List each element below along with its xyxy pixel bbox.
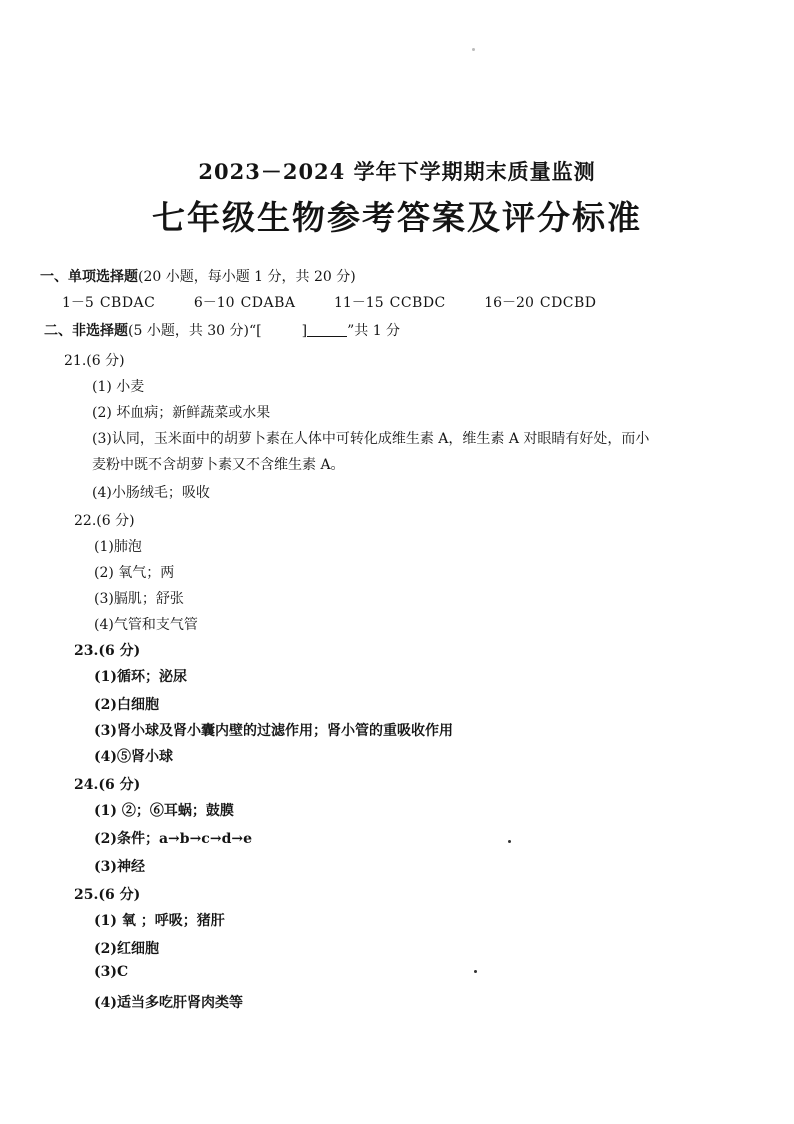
section2-note-a: (5 小题，共 30 分)“[ bbox=[128, 323, 262, 339]
answer-line: (3)肾小球及肾小囊内壁的过滤作用；肾小管的重吸收作用 bbox=[94, 723, 453, 739]
answer-line: (1)循环；泌尿 bbox=[94, 669, 187, 685]
section2-note-c: ”共 1 分 bbox=[347, 323, 401, 339]
answer-line: (2)条件；a→b→c→d→e bbox=[94, 831, 252, 847]
answer-line: (3)认同，玉米面中的胡萝卜素在人体中可转化成维生素 A，维生素 A 对眼睛有好处，而小 bbox=[92, 431, 650, 447]
scan-speck bbox=[474, 970, 477, 973]
answer-line: (4)适当多吃肝肾肉类等 bbox=[94, 995, 243, 1011]
question-21-head: 21.(6 分) bbox=[64, 353, 125, 369]
question-23-head: 23.(6 分) bbox=[74, 643, 141, 659]
answer-line: (4)⑤肾小球 bbox=[94, 749, 173, 765]
answer-line: (1) 小麦 bbox=[92, 379, 145, 395]
question-24-head: 24.(6 分) bbox=[74, 777, 141, 793]
answer-line: (3)C bbox=[94, 964, 129, 980]
answer-line: (2)白细胞 bbox=[94, 697, 159, 713]
answer-line: (2) 氧气；两 bbox=[94, 565, 175, 581]
underline-blank bbox=[307, 336, 347, 337]
answer-line: (4)小肠绒毛；吸收 bbox=[92, 485, 210, 501]
answer-range: 11－15 bbox=[333, 295, 384, 311]
answer-line: (1) ②；⑥耳蜗；鼓膜 bbox=[94, 803, 234, 819]
answer-line: (2) 坏血病；新鲜蔬菜或水果 bbox=[92, 405, 271, 421]
section1-title: 一、单项选择题 bbox=[40, 269, 138, 285]
section1-note: (20 小题，每小题 1 分，共 20 分) bbox=[138, 269, 356, 285]
question-25-head: 25.(6 分) bbox=[74, 887, 141, 903]
scan-speck bbox=[472, 48, 475, 51]
answer-line: (4)气管和支气管 bbox=[94, 617, 198, 633]
exam-title: 2023－2024 学年下学期期末质量监测 bbox=[198, 159, 596, 184]
answer-value: CDCBD bbox=[539, 295, 597, 311]
answer-line: (1)肺泡 bbox=[94, 539, 142, 555]
answer-line: (1) 氧 ；呼吸；猪肝 bbox=[94, 913, 225, 929]
answer-value: CCBDC bbox=[389, 295, 446, 311]
section1-heading bbox=[40, 266, 356, 286]
answer-line: (3)神经 bbox=[94, 859, 145, 875]
section1-answers bbox=[62, 292, 631, 312]
answer-value: CDABA bbox=[240, 295, 296, 311]
answer-line: (2)红细胞 bbox=[94, 941, 159, 957]
question-22-head: 22.(6 分) bbox=[74, 513, 135, 529]
answer-key-title: 七年级生物参考答案及评分标准 bbox=[152, 198, 642, 237]
answer-range: 16－20 bbox=[484, 295, 534, 311]
answer-range: 1－5 bbox=[62, 295, 94, 311]
answer-line: 麦粉中既不含胡萝卜素又不含维生素 A。 bbox=[92, 457, 345, 473]
section2-heading bbox=[44, 320, 400, 340]
section2-note-b: ] bbox=[301, 323, 308, 339]
answer-range: 6－10 bbox=[193, 295, 235, 311]
section2-title: 二、非选择题 bbox=[44, 323, 128, 339]
answer-value: CBDAC bbox=[99, 295, 156, 311]
scan-speck bbox=[508, 840, 511, 843]
answer-line: (3)膈肌；舒张 bbox=[94, 591, 184, 607]
